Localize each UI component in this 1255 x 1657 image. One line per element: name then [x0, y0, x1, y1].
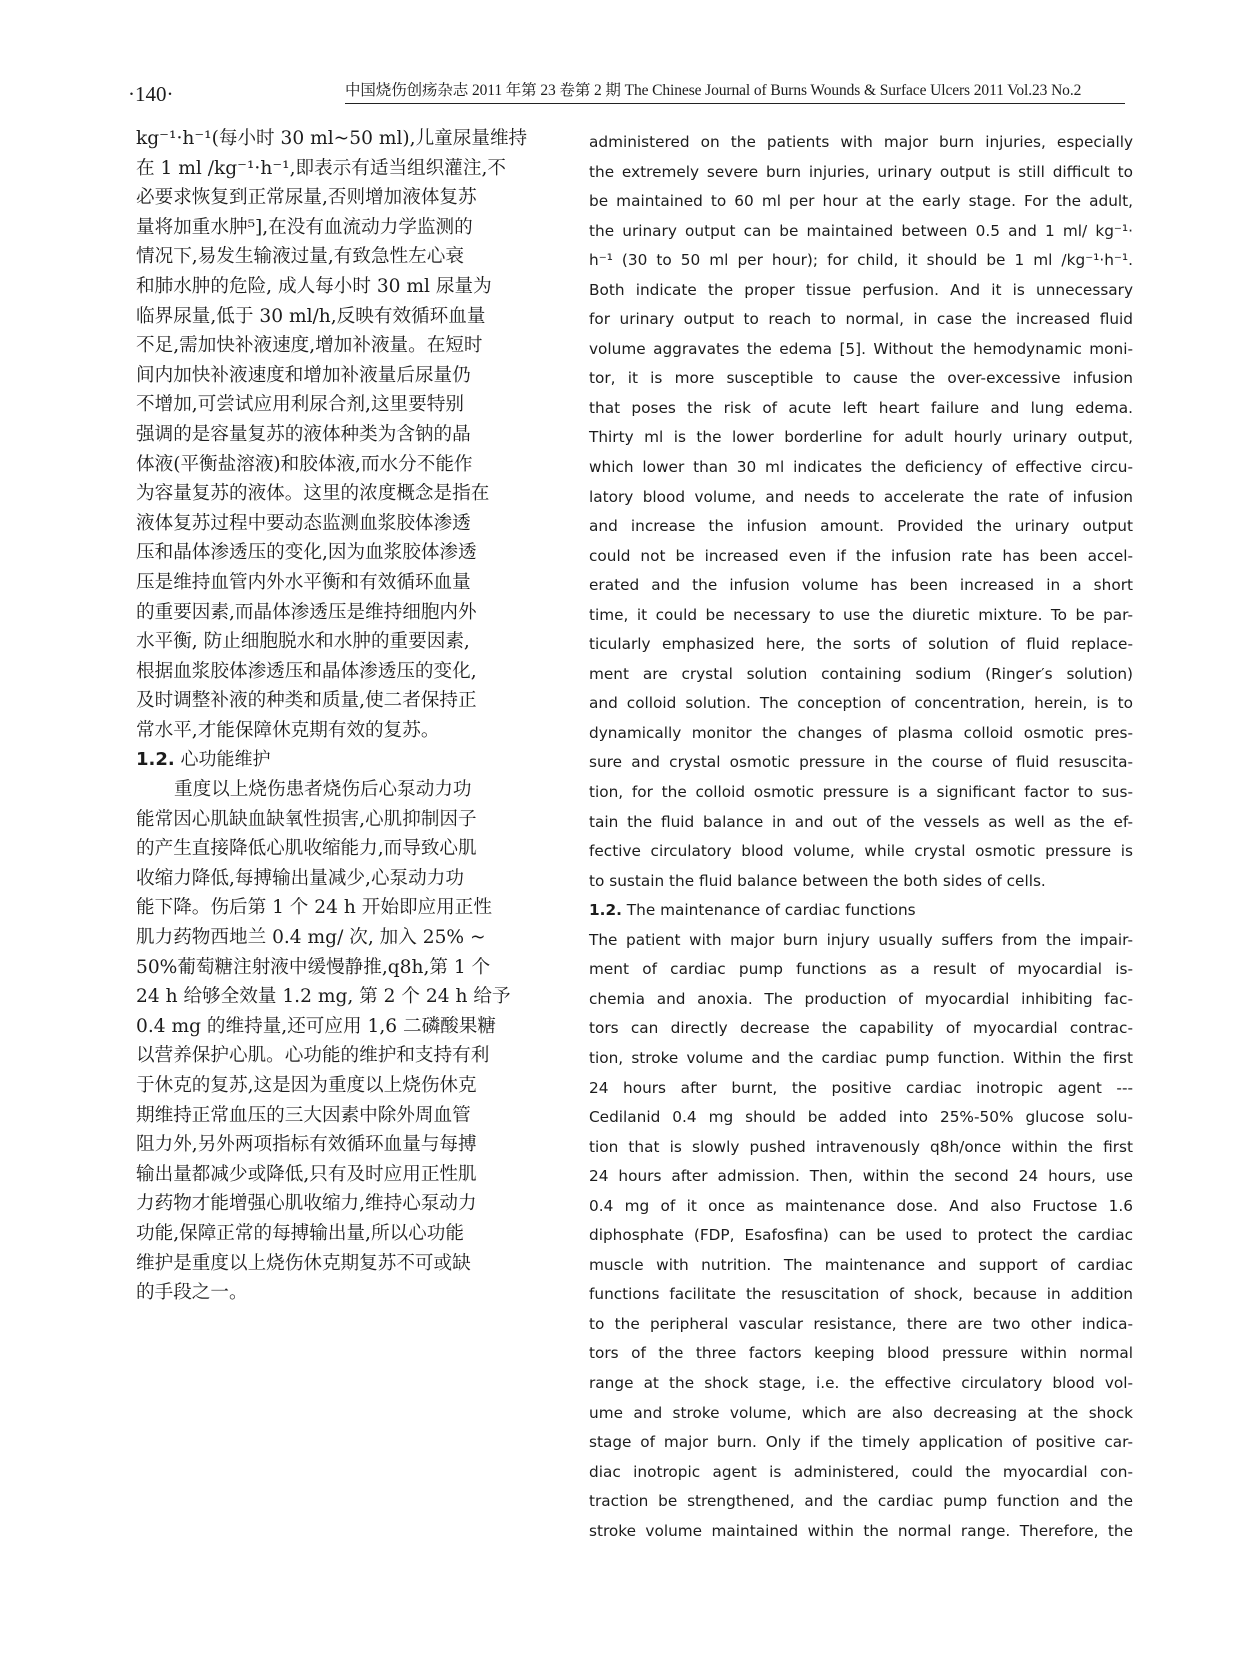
en-text-line: chemia and anoxia. The production of myocardial inhibiting fac-	[589, 989, 1133, 1008]
zh-text-line: 于休克的复苏,这是因为重度以上烧伤休克	[136, 1075, 477, 1096]
zh-text-line: 的产生直接降低心肌收缩能力,而导致心肌	[136, 838, 477, 860]
zh-text-line: 强调的是容量复苏的液体种类为含钠的晶	[136, 423, 471, 445]
en-text-line: Cedilanid 0.4 mg should be added into 25%-50% glucose solu-	[589, 1108, 1133, 1127]
en-text-line: traction be strengthened, and the cardiac pump function and the	[589, 1492, 1133, 1511]
english-text-column	[589, 128, 1133, 1546]
zh-text-line: 根据血浆胶体渗透压和晶体渗透压的变化,	[136, 660, 477, 682]
zh-text-line: 量将加重水肿⁵],在没有血流动力学监测的	[136, 216, 473, 238]
en-text-line: diac inotropic agent is administered, could the myocardial con-	[589, 1462, 1133, 1481]
en-text-line: tor, it is more susceptible to cause the over-excessive infusion	[589, 369, 1133, 388]
en-text-line: and increase the infusion amount. Provided the urinary output	[589, 517, 1133, 536]
en-text-line: 24 hours after admission. Then, within the second 24 hours, use	[589, 1167, 1133, 1186]
en-text-line: stroke volume maintained within the normal range. Therefore, the	[589, 1521, 1133, 1540]
zh-text-line: 间内加快补液速度和增加补液量后尿量仍	[136, 364, 471, 386]
en-text-line: for urinary output to reach to normal, in case the increased fluid	[589, 310, 1133, 329]
en-text-line: tain the fluid balance in and out of the vessels as well as the ef-	[589, 812, 1133, 831]
en-text-line: dynamically monitor the changes of plasma colloid osmotic pres-	[589, 723, 1133, 742]
en-text-line: diphosphate (FDP, Esafosfina) can be used to protect the cardiac	[589, 1226, 1133, 1245]
zh-text-line: 24 h 给够全效量 1.2 mg, 第 2 个 24 h 给予	[136, 986, 511, 1008]
en-text-line: the urinary output can be maintained between 0.5 and 1 ml/ kg⁻¹·	[589, 221, 1133, 240]
en-text-line: Both indicate the proper tissue perfusion. And it is unnecessary	[589, 280, 1133, 299]
en-text-line: erated and the infusion volume has been increased in a short	[589, 576, 1133, 595]
zh-text-line: 能常因心肌缺血缺氧性损害,心肌抑制因子	[136, 808, 477, 830]
en-text-line: ticularly emphasized here, the sorts of solution of fluid replace-	[589, 635, 1133, 654]
zh-text-line: 阻力外,另外两项指标有效循环血量与每搏	[136, 1134, 477, 1156]
en-text-line: and colloid solution. The conception of concentration, herein, is to	[589, 694, 1133, 713]
en-text-line: The patient with major burn injury usually suffers from the impair-	[589, 930, 1133, 949]
zh-text-line: 能下降。伤后第 1 个 24 h 开始即应用正性	[136, 897, 492, 919]
chinese-text-column	[136, 124, 538, 1308]
zh-text-line: 0.4 mg 的维持量,还可应用 1,6 二磷酸果糖	[136, 1015, 496, 1037]
zh-text-line: 必要求恢复到正常尿量,否则增加液体复苏	[136, 187, 477, 209]
zh-text-line: 和肺水肿的危险, 成人每小时 30 ml 尿量为	[136, 275, 492, 297]
en-text-line: functions facilitate the resuscitation of shock, because in addition	[589, 1285, 1133, 1304]
en-text-line: time, it could be necessary to use the diuretic mixture. To be par-	[589, 605, 1133, 624]
zh-text-line: 体液(平衡盐溶液)和胶体液,而水分不能作	[136, 453, 473, 475]
en-text-line: tion, for the colloid osmotic pressure is a significant factor to sus-	[589, 783, 1133, 802]
zh-text-line: 功能,保障正常的每搏输出量,所以心功能	[136, 1222, 464, 1244]
zh-text-line: 情况下,易发生输液过量,有致急性左心衰	[136, 246, 464, 268]
en-text-line: tors can directly decrease the capability of myocardial contrac-	[589, 1019, 1133, 1038]
en-text-line: h⁻¹ (30 to 50 ml per hour); for child, it should be 1 ml /kg⁻¹·h⁻¹.	[589, 251, 1133, 270]
zh-text-line: 水平衡, 防止细胞脱水和水肿的重要因素,	[136, 631, 470, 653]
zh-text-line: 重度以上烧伤患者烧伤后心泵动力功	[174, 779, 472, 801]
zh-text-line: 的重要因素,而晶体渗透压是维持细胞内外	[136, 601, 477, 623]
zh-text-line: 期维持正常血压的三大因素中除外周血管	[136, 1104, 471, 1126]
zh-text-line: 50%葡萄糖注射液中缓慢静推,q8h,第 1 个	[136, 956, 491, 978]
en-text-line: tors of the three factors keeping blood pressure within normal	[589, 1344, 1133, 1363]
en-section-heading: 1.2. The maintenance of cardiac functions	[589, 901, 916, 920]
zh-text-line: 压和晶体渗透压的变化,因为血浆胶体渗透	[136, 542, 477, 564]
zh-text-line: 及时调整补液的种类和质量,使二者保持正	[136, 690, 477, 712]
zh-text-line: 力药物才能增强心肌收缩力,维持心泵动力	[136, 1193, 477, 1215]
en-text-line: volume aggravates the edema [5]. Without the hemodynamic moni-	[589, 339, 1133, 358]
page-number: ·140·	[128, 82, 174, 106]
zh-text-line: 收缩力降低,每搏输出量减少,心泵动力功	[136, 867, 464, 889]
zh-text-line: 在 1 ml /kg⁻¹·h⁻¹,即表示有适当组织灌注,不	[136, 157, 506, 179]
en-text-line: ume and stroke volume, which are also decreasing at the shock	[589, 1403, 1133, 1422]
en-text-line: fective circulatory blood volume, while crystal osmotic pressure is	[589, 842, 1133, 861]
en-text-line: tion that is slowly pushed intravenously q8h/once within the first	[589, 1137, 1133, 1156]
zh-text-line: 为容量复苏的液体。这里的浓度概念是指在	[136, 483, 490, 505]
zh-section-heading: 1.2. 心功能维护	[136, 749, 271, 771]
zh-text-line: 液体复苏过程中要动态监测血浆胶体渗透	[136, 512, 471, 534]
en-text-line: that poses the risk of acute left heart failure and lung edema.	[589, 398, 1133, 417]
en-text-line: stage of major burn. Only if the timely application of positive car-	[589, 1433, 1133, 1452]
en-text-line: latory blood volume, and needs to accelerate the rate of infusion	[589, 487, 1133, 506]
running-header: 中国烧伤创疡杂志 2011 年第 23 卷第 2 期 The Chinese Journal of Burns Wounds & Surface Ulcers 2011 Vol.23 No.2	[345, 78, 1125, 104]
en-text-line: ment of cardiac pump functions as a result of myocardial is-	[589, 960, 1133, 979]
en-text-line: muscle with nutrition. The maintenance and support of cardiac	[589, 1255, 1133, 1274]
zh-text-line: 输出量都减少或降低,只有及时应用正性肌	[136, 1163, 477, 1185]
en-text-line: Thirty ml is the lower borderline for adult hourly urinary output,	[589, 428, 1133, 447]
zh-text-line: 的手段之一。	[136, 1282, 248, 1304]
en-text-line: ment are crystal solution containing sodium (Ringer′s solution)	[589, 664, 1133, 683]
en-text-line: sure and crystal osmotic pressure in the course of fluid resuscita-	[589, 753, 1133, 772]
en-text-line: which lower than 30 ml indicates the deficiency of effective circu-	[589, 458, 1133, 477]
zh-text-line: kg⁻¹·h⁻¹(每小时 30 ml~50 ml),儿童尿量维持	[136, 128, 528, 149]
en-text-line: to sustain the fluid balance between the both sides of cells.	[589, 871, 1046, 890]
zh-text-line: 不足,需加快补液速度,增加补液量。在短时	[136, 335, 483, 357]
zh-text-line: 维护是重度以上烧伤休克期复苏不可或缺	[136, 1252, 471, 1274]
en-text-line: 24 hours after burnt, the positive cardiac inotropic agent ---	[589, 1078, 1133, 1097]
en-text-line: range at the shock stage, i.e. the effective circulatory blood vol-	[589, 1373, 1133, 1392]
en-text-line: the extremely severe burn injuries, urinary output is still difficult to	[589, 162, 1133, 181]
en-text-line: be maintained to 60 ml per hour at the early stage. For the adult,	[589, 192, 1133, 211]
zh-text-line: 常水平,才能保障休克期有效的复苏。	[136, 719, 440, 741]
en-text-line: 0.4 mg of it once as maintenance dose. And also Fructose 1.6	[589, 1196, 1133, 1215]
zh-text-line: 临界尿量,低于 30 ml/h,反映有效循环血量	[136, 305, 486, 327]
zh-text-line: 压是维持血管内外水平衡和有效循环血量	[136, 571, 471, 593]
en-text-line: to the peripheral vascular resistance, there are two other indica-	[589, 1314, 1133, 1333]
en-text-line: could not be increased even if the infusion rate has been accel-	[589, 546, 1133, 565]
zh-text-line: 不增加,可尝试应用利尿合剂,这里要特别	[136, 394, 464, 416]
zh-text-line: 以营养保护心肌。心功能的维护和支持有利	[136, 1045, 490, 1067]
en-text-line: administered on the patients with major burn injuries, especially	[589, 133, 1133, 151]
en-text-line: tion, stroke volume and the cardiac pump function. Within the first	[589, 1048, 1133, 1067]
zh-text-line: 肌力药物西地兰 0.4 mg/ 次, 加入 25% ~	[136, 927, 486, 949]
